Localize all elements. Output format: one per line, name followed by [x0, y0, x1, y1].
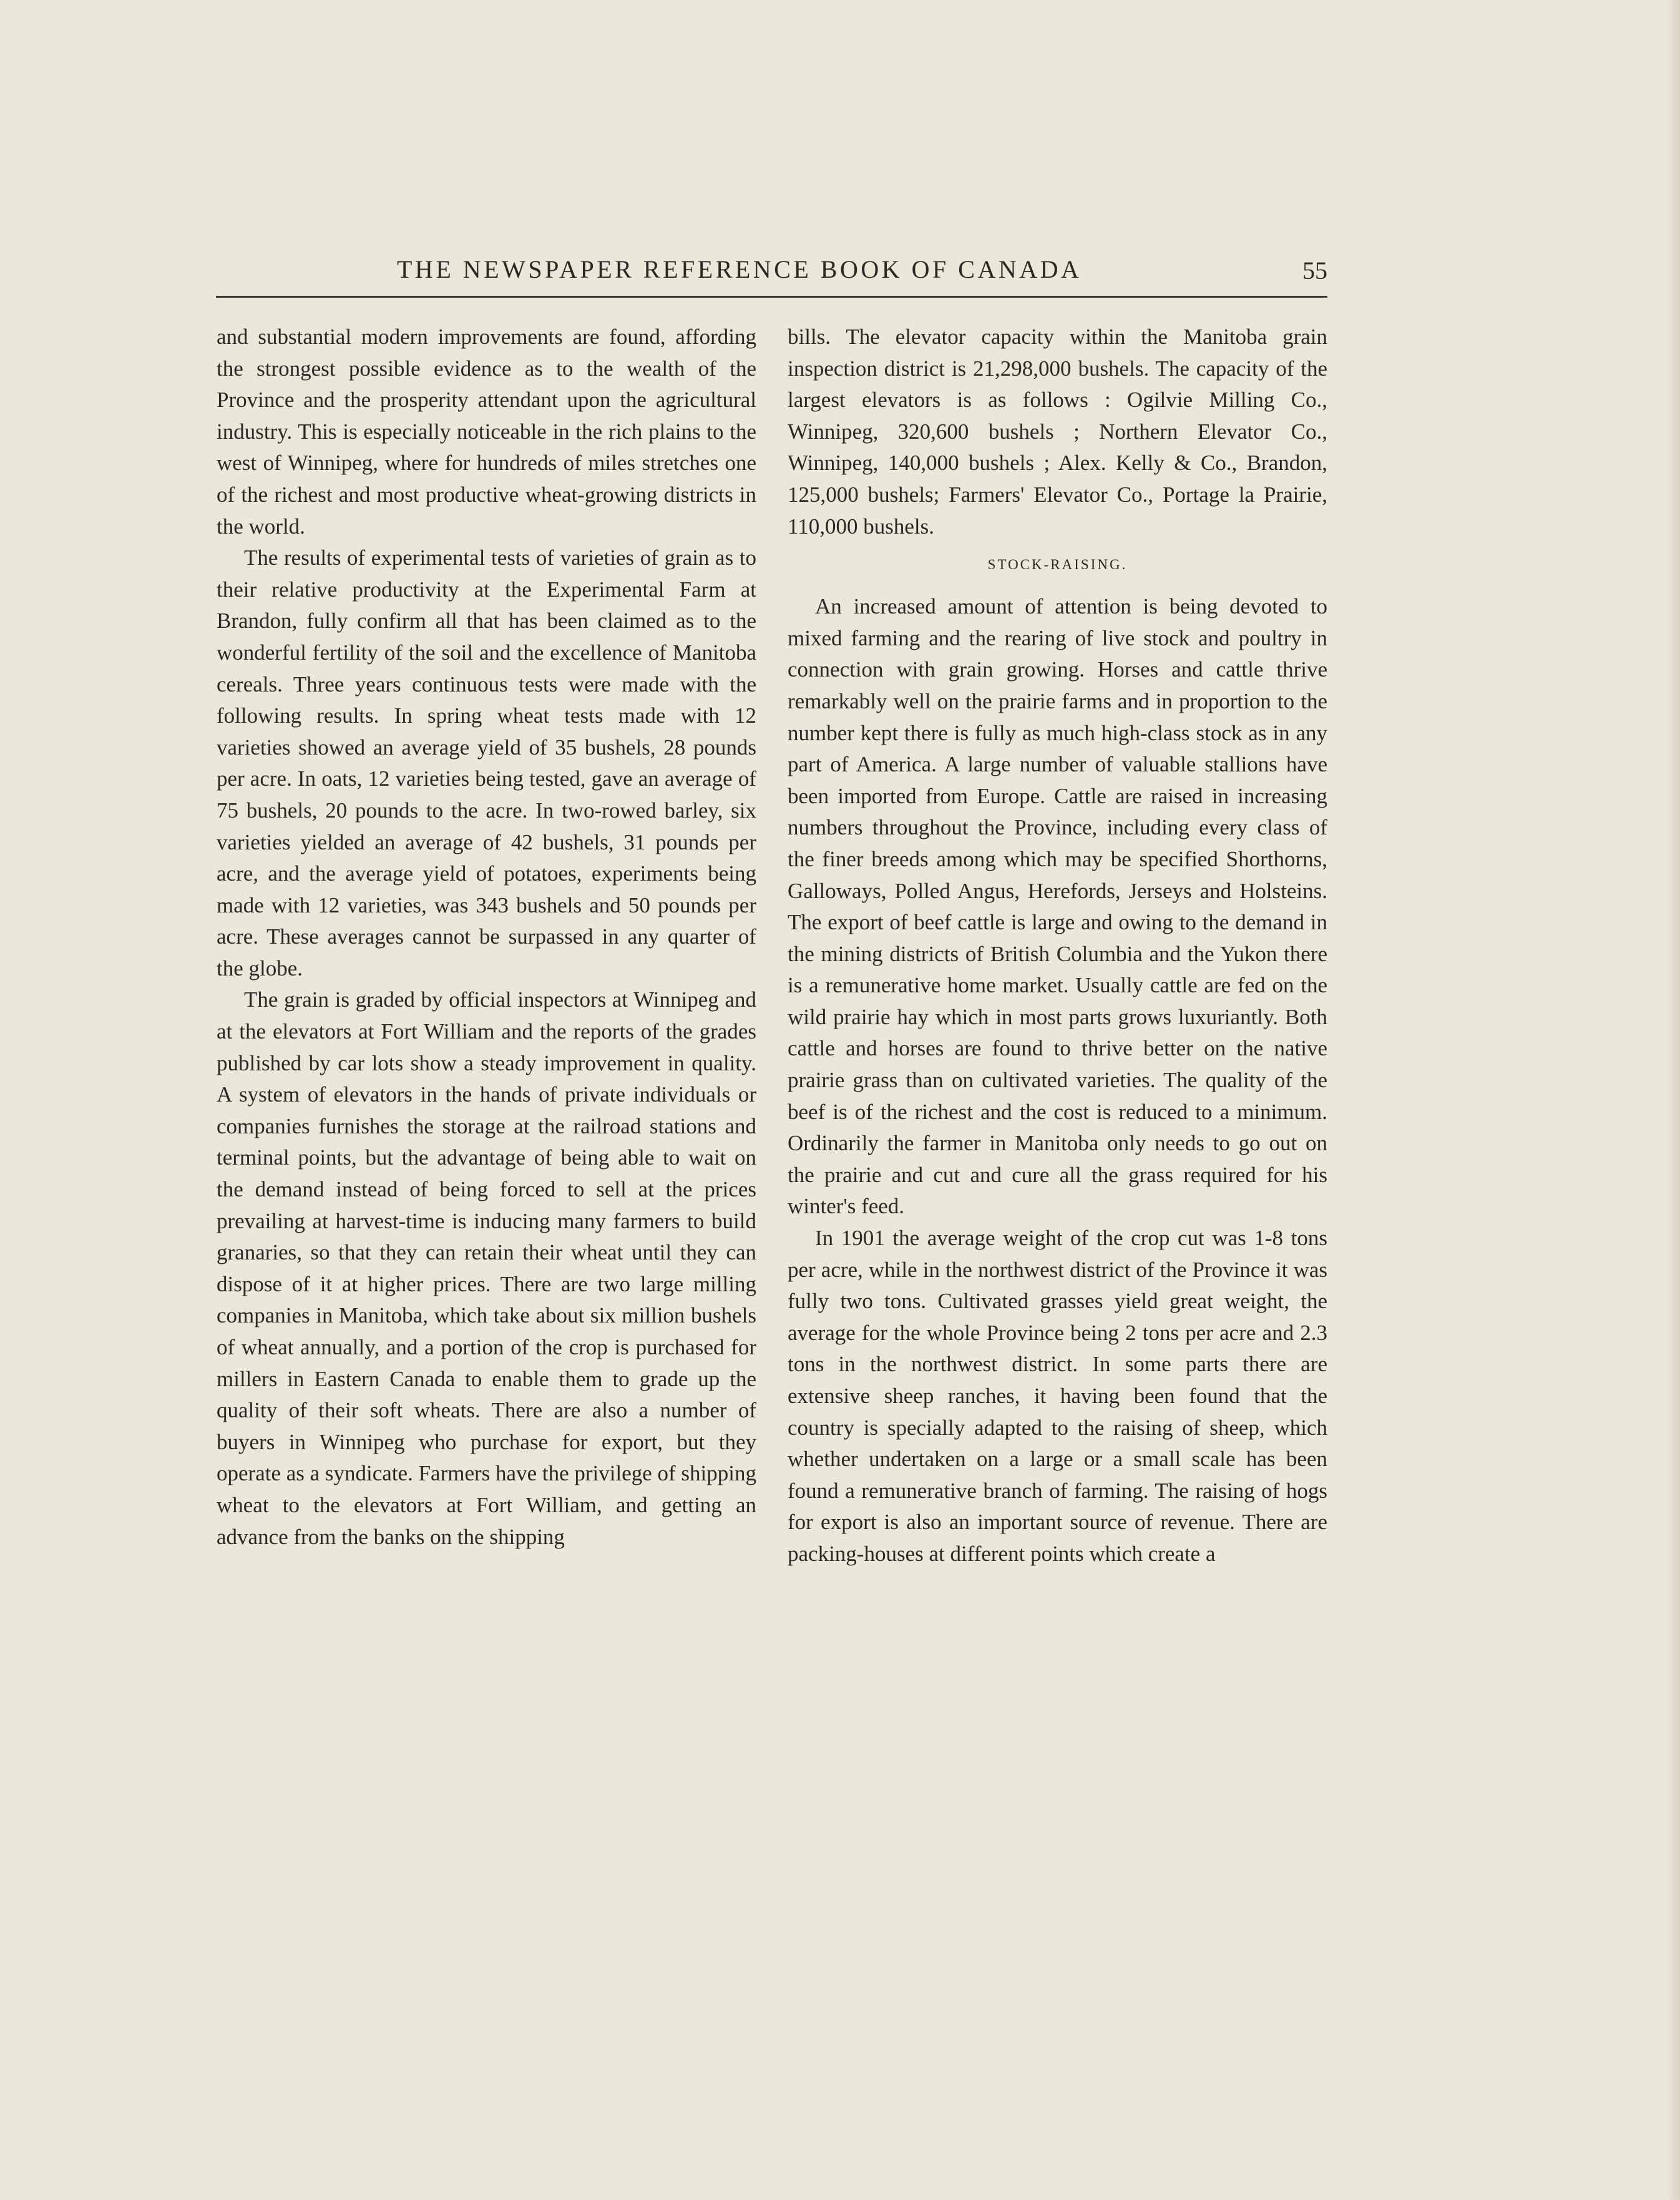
paragraph: The results of experimental tests of varieties of grain as to their relative productivity at the Experimental Farm at Brandon, fully confirm all that has been claimed as to the wonderful fertility of the soil and the excellence of Manitoba cereals. Three years continuous tests were made with the following results. In spring wheat tests made with 12 varieties showed an average yield of 35 bushels, 28 pounds per acre. In oats, 12 varieties being tested, gave an average of 75 bushels, 20 pounds to the acre. In two-rowed barley, six varieties yielded an average of 42 bushels, 31 pounds per acre, and the average yield of potatoes, experiments being made with 12 varieties, was 343 bushels and 50 pounds per acre. These averages cannot be surpassed in any quarter of the globe. — [217, 545, 756, 980]
paragraph: and substantial modern improvements are found, affording the strongest possible evidence as to the wealth of the Province and the prosperity attendant upon the agricultural industry. This is especially noticeable in the rich plains to the west of Winnipeg, where for hundreds of miles stretches one of the richest and most productive wheat-growing districts in the world. — [217, 325, 756, 539]
running-title: THE NEWSPAPER REFERENCE BOOK OF CANADA — [397, 255, 1082, 283]
page-edge — [1666, 0, 1680, 2200]
paragraph: An increased amount of attention is being devoted to mixed farming and the rearing of live stock and poultry in connection with grain growing. Horses and cattle thrive remarkably well on the prairie farms and in proportion to the number kept there is fully as much high-class stock as in any part of America. A large number of valuable stallions have been imported from Europe. Cattle are raised in increasing numbers throughout the Province, including every class of the finer breeds among which may be specified Shorthorns, Galloways, Polled Angus, Herefords, Jerseys and Holsteins. The export of beef cattle is large and owing to the demand in the mining districts of British Columbia and the Yukon there is a remunerative home market. Usually cattle are fed on the wild prairie hay which in most parts grows luxuriantly. Both cattle and horses are found to thrive better on the native prairie grass than on cultivated varieties. The quality of the beef is of the richest and the cost is reduced to a minimum. Ordinarily the farmer in Manitoba only needs to go out on the prairie and cut and cure all the grass required for his winter's feed. — [788, 594, 1327, 1219]
page-number: 55 — [1302, 257, 1327, 285]
running-head — [216, 252, 1327, 298]
right-column — [788, 321, 1327, 1570]
paragraph: The grain is graded by official inspectors at Winnipeg and at the elevators at Fort William and the reports of the grades published by car lots show a steady improvement in quality. A system of elevators in the hands of private individuals or companies furnishes the storage at the railroad stations and terminal points, but the advantage of being able to wait on the demand instead of being forced to sell at the prices prevailing at harvest-time is inducing many farmers to build granaries, so that they can retain their wheat until they can dispose of it at higher prices. There are two large milling companies in Manitoba, which take about six million bushels of wheat annually, and a portion of the crop is purchased for millers in Eastern Canada to enable them to grade up the quality of their soft wheats. There are also a number of buyers in Winnipeg who purchase for export, but they operate as a syndicate. Farmers have the privilege of shipping wheat to the elevators at Fort William, and getting an advance from the banks on the shipping — [217, 987, 756, 1549]
left-column — [217, 321, 756, 1553]
paragraph: In 1901 the average weight of the crop cut was 1-8 tons per acre, while in the northwest district of the Province it was fully two tons. Cultivated grasses yield great weight, the average for the whole Province being 2 tons per acre and 2.3 tons in the northwest district. In some parts there are extensive sheep ranches, it having been found that the country is specially adapted to the raising of sheep, which whether undertaken on a large or a small scale has been found a remunerative branch of farming. The raising of hogs for export is also an important source of revenue. There are packing-houses at different points which create a — [788, 1226, 1327, 1566]
paragraph: bills. The elevator capacity within the Manitoba grain inspection district is 21,298,000 bushels. The capacity of the largest elevators is as follows : Ogilvie Milling Co., Winnipeg, 320,600 bushels ; Northern Elevator Co., Winnipeg, 140,000 bushels ; Alex. Kelly & Co., Brandon, 125,000 bushels; Farmers' Elevator Co., Portage la Prairie, 110,000 bushels. — [788, 325, 1327, 539]
section-heading: STOCK-RAISING. — [987, 557, 1128, 573]
